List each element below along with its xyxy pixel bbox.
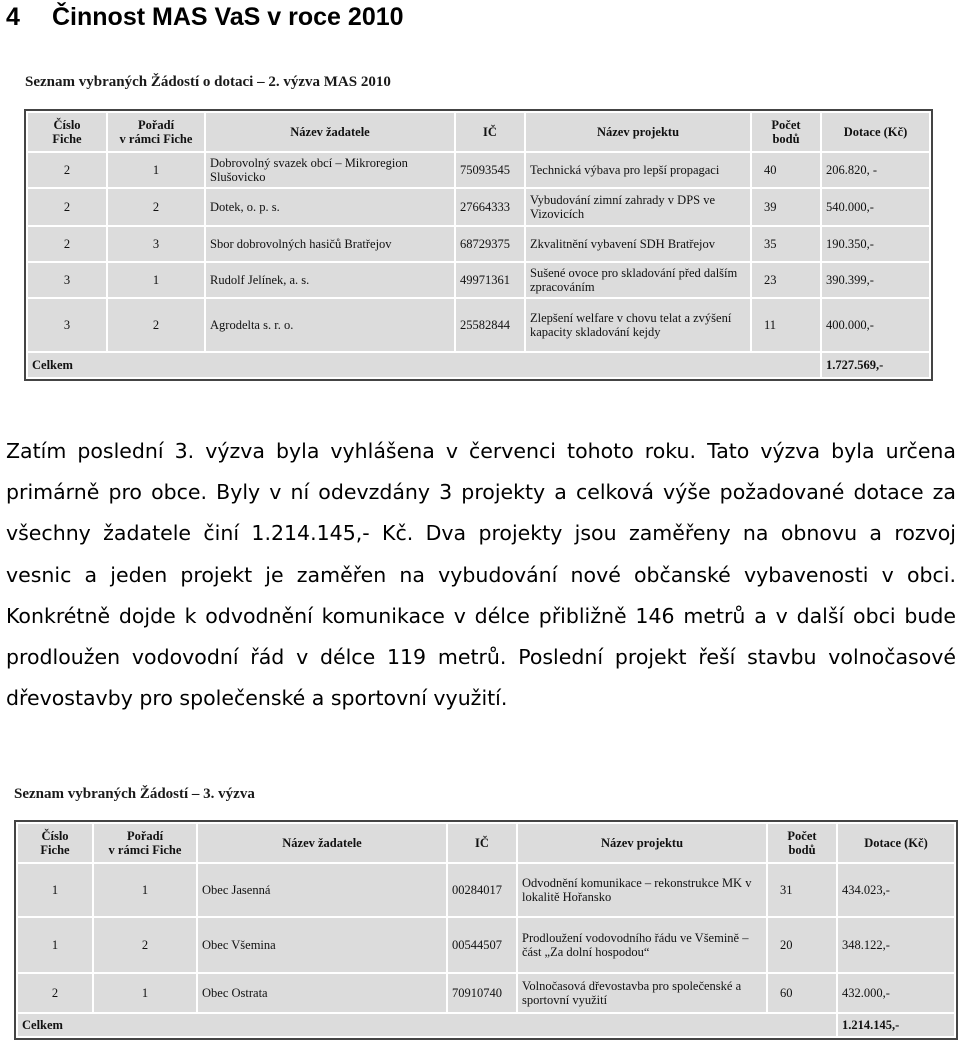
cell-dotace: 540.000,- [821, 188, 930, 226]
cell-poradi: 1 [93, 973, 197, 1013]
section-heading [6, 2, 404, 32]
cell-projekt: Zkvalitnění vybavení SDH Bratřejov [525, 226, 751, 262]
table-total-row [27, 352, 930, 378]
cell-poradi: 2 [93, 917, 197, 973]
cell-ic: 27664333 [455, 188, 525, 226]
cell-fiche: 1 [17, 917, 93, 973]
cell-fiche: 2 [27, 188, 107, 226]
cell-dotace: 400.000,- [821, 298, 930, 352]
table-row [17, 917, 955, 973]
header-projekt: Název projektu [525, 112, 751, 152]
table-header-row [17, 823, 955, 863]
cell-fiche: 1 [17, 863, 93, 917]
cell-fiche: 2 [27, 226, 107, 262]
table-3rd-call [16, 822, 956, 1038]
cell-zadatel: Agrodelta s. r. o. [205, 298, 455, 352]
cell-body: 20 [767, 917, 837, 973]
header-fiche: Číslo Fiche [17, 823, 93, 863]
cell-projekt: Volnočasová dřevostavba pro společenské a sportovní využití [517, 973, 767, 1013]
table-row [27, 188, 930, 226]
table-row [27, 262, 930, 298]
body-paragraph: Zatím poslední 3. výzva byla vyhlášena v červenci tohoto roku. Tato výzva byla určena primárně pro obce. Byly v ní odevzdány 3 projekty a celková výše požadované dotace za všechny žadatele činí 1.214.145,- Kč. Dva projekty jsou zaměřeny na obnovu a rozvoj vesnic a jeden projekt je zaměřen na vybudování nové občanské vybavenosti v obci. Konkrétně dojde k odvodnění komunikace v délce přibližně 146 metrů a v další obci bude prodloužen vodovodní řád v délce 119 metrů. Poslední projekt řeší stavbu volnočasové dřevostavby pro společenské a sportovní využití. [6, 439, 956, 711]
cell-zadatel: Obec Všemina [197, 917, 447, 973]
header-poradi: Pořadí v rámci Fiche [107, 112, 205, 152]
cell-ic: 49971361 [455, 262, 525, 298]
cell-fiche: 3 [27, 298, 107, 352]
total-label: Celkem [17, 1013, 837, 1037]
cell-projekt: Prodloužení vodovodního řádu ve Všemině – část „Za dolní hospodou“ [517, 917, 767, 973]
table-row [27, 298, 930, 352]
table-row [27, 152, 930, 188]
table-row [17, 973, 955, 1013]
cell-poradi: 2 [107, 188, 205, 226]
cell-poradi: 3 [107, 226, 205, 262]
header-body: Počet bodů [767, 823, 837, 863]
cell-projekt: Odvodnění komunikace – rekonstrukce MK v lokalitě Hořansko [517, 863, 767, 917]
cell-fiche: 2 [17, 973, 93, 1013]
table1-caption: Seznam vybraných Žádostí o dotaci – 2. výzva MAS 2010 [25, 74, 391, 90]
cell-projekt: Zlepšení welfare v chovu telat a zvýšení kapacity skladování kejdy [525, 298, 751, 352]
cell-poradi: 1 [107, 262, 205, 298]
section-number: 4 [6, 3, 20, 31]
cell-projekt: Vybudování zimní zahrady v DPS ve Vizovicích [525, 188, 751, 226]
cell-dotace: 348.122,- [837, 917, 955, 973]
table-total-row [17, 1013, 955, 1037]
section-title: Činnost MAS VaS v roce 2010 [52, 3, 404, 31]
cell-zadatel: Dotek, o. p. s. [205, 188, 455, 226]
cell-ic: 00544507 [447, 917, 517, 973]
cell-body: 11 [751, 298, 821, 352]
cell-body: 40 [751, 152, 821, 188]
cell-body: 60 [767, 973, 837, 1013]
cell-dotace: 206.820, - [821, 152, 930, 188]
cell-ic: 75093545 [455, 152, 525, 188]
header-ic: IČ [455, 112, 525, 152]
cell-fiche: 2 [27, 152, 107, 188]
cell-projekt: Sušené ovoce pro skladování před dalším zpracováním [525, 262, 751, 298]
cell-zadatel: Obec Ostrata [197, 973, 447, 1013]
table-row [27, 226, 930, 262]
header-zadatel: Název žadatele [205, 112, 455, 152]
cell-zadatel: Obec Jasenná [197, 863, 447, 917]
cell-poradi: 2 [107, 298, 205, 352]
cell-body: 31 [767, 863, 837, 917]
header-projekt: Název projektu [517, 823, 767, 863]
cell-projekt: Technická výbava pro lepší propagaci [525, 152, 751, 188]
cell-zadatel: Sbor dobrovolných hasičů Bratřejov [205, 226, 455, 262]
header-poradi: Pořadí v rámci Fiche [93, 823, 197, 863]
cell-ic: 70910740 [447, 973, 517, 1013]
header-body: Počet bodů [751, 112, 821, 152]
cell-ic: 25582844 [455, 298, 525, 352]
table-header-row [27, 112, 930, 152]
cell-dotace: 434.023,- [837, 863, 955, 917]
cell-body: 23 [751, 262, 821, 298]
cell-body: 35 [751, 226, 821, 262]
table-2nd-call [26, 111, 931, 379]
header-fiche: Číslo Fiche [27, 112, 107, 152]
cell-zadatel: Dobrovolný svazek obcí – Mikroregion Slušovicko [205, 152, 455, 188]
cell-fiche: 3 [27, 262, 107, 298]
cell-zadatel: Rudolf Jelínek, a. s. [205, 262, 455, 298]
cell-dotace: 190.350,- [821, 226, 930, 262]
total-value: 1.727.569,- [821, 352, 930, 378]
cell-dotace: 390.399,- [821, 262, 930, 298]
cell-body: 39 [751, 188, 821, 226]
cell-poradi: 1 [107, 152, 205, 188]
cell-poradi: 1 [93, 863, 197, 917]
cell-ic: 68729375 [455, 226, 525, 262]
cell-dotace: 432.000,- [837, 973, 955, 1013]
header-dotace: Dotace (Kč) [821, 112, 930, 152]
cell-ic: 00284017 [447, 863, 517, 917]
table2-caption: Seznam vybraných Žádostí – 3. výzva [14, 786, 255, 802]
total-label: Celkem [27, 352, 821, 378]
header-zadatel: Název žadatele [197, 823, 447, 863]
header-ic: IČ [447, 823, 517, 863]
total-value: 1.214.145,- [837, 1013, 955, 1037]
header-dotace: Dotace (Kč) [837, 823, 955, 863]
table-row [17, 863, 955, 917]
